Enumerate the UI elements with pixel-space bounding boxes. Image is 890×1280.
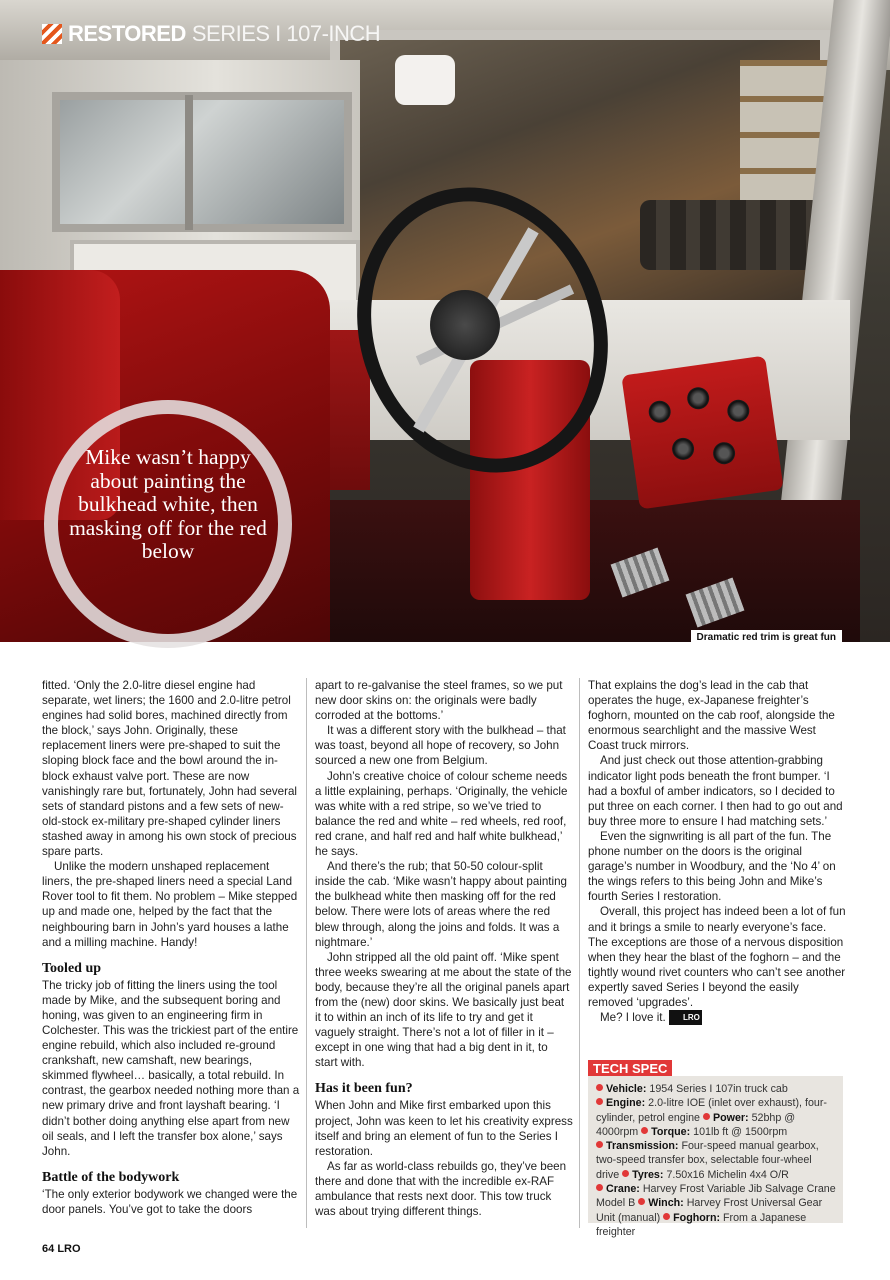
spec-value: Four-speed manual gearbox, two-speed transfer box, selectable four-wheel drive bbox=[596, 1140, 819, 1181]
spec-value: Harvey Frost Universal Gear Unit (manual) bbox=[596, 1197, 823, 1224]
paragraph: When John and Mike first embarked upon this project, John was keen to let his creativity express itself and bring an element of fun to the Series I restoration. bbox=[315, 1099, 573, 1158]
paragraph: ‘The only exterior bodywork we changed were the door panels. You’ve got to take the doors bbox=[42, 1187, 298, 1216]
fuzzy-dice bbox=[395, 55, 455, 105]
spec-value: 7.50x16 Michelin 4x4 O/R bbox=[666, 1168, 789, 1181]
magazine-logo: LRO bbox=[57, 1243, 81, 1255]
paragraph: That explains the dog’s lead in the cab that operates the huge, ex-Japanese freighter’s foghorn, mounted on the cab roof, alongside the enormous searchlight and the massive West Coast truck mirrors. bbox=[588, 679, 835, 753]
column-1 bbox=[42, 678, 300, 1217]
paragraph bbox=[588, 1010, 846, 1025]
window-frame-bar bbox=[185, 95, 193, 230]
section-topic: SERIES I 107-INCH bbox=[191, 21, 381, 46]
spec-value: Harvey Frost Variable Jib Salvage Crane Model B bbox=[596, 1183, 836, 1210]
column-3 bbox=[588, 678, 846, 1025]
subheading: Battle of the bodywork bbox=[42, 1169, 180, 1185]
column-2 bbox=[315, 678, 573, 1219]
spec-value: From a Japanese freighter bbox=[596, 1211, 807, 1238]
instrument-panel bbox=[621, 356, 783, 510]
paragraph: It was a different story with the bulkhead – that was toast, beyond all hope of recovery, so John sourced a new one from Belgium. bbox=[315, 724, 566, 768]
bullet-icon bbox=[703, 1113, 710, 1120]
paragraph: And just check out those attention-grabbing indicator light pods beneath the front bumper. ‘I had a boxful of amber indicators, so I decided to put three on each corner. I then had to go out and buy three more to ensure I had matching sets.’ bbox=[588, 754, 843, 828]
stripe-logo-icon bbox=[42, 24, 62, 44]
spec-value: 1954 Series I 107in truck cab bbox=[649, 1083, 788, 1095]
section-header bbox=[42, 22, 380, 46]
paragraph: apart to re-galvanise the steel frames, so we put new door skins on: the originals were badly corroded at the bottoms.’ bbox=[315, 679, 563, 723]
bullet-icon bbox=[596, 1184, 603, 1191]
spec-label: Engine: bbox=[606, 1097, 646, 1110]
pull-quote: Mike wasn’t happy about painting the bulkhead white, then masking off for the red below bbox=[69, 445, 267, 563]
bullet-icon bbox=[638, 1198, 645, 1205]
page-folio bbox=[42, 1243, 81, 1255]
switch-knob bbox=[726, 398, 751, 423]
paragraph: fitted. ‘Only the 2.0-litre diesel engine had separate, wet liners; the 1600 and 2.0-litre petrol engines had solid bores, machined directly from the block,’ says John. Originally, these replacement liners were pre-shaped to suit the sloping block face and the bowl around the in-block exhaust valve port. These are now vanishingly rare but, fortunately, John had several sets of standard pistons and a few sets of new-old-stock ex-military pre-shaped cylinder liners stashed away in among his own stock of precious spare parts. bbox=[42, 679, 297, 859]
spec-value: 101lb ft @ 1500rpm bbox=[693, 1125, 788, 1138]
photo-caption: Dramatic red trim is great fun bbox=[691, 630, 842, 645]
spec-label: Transmission: bbox=[606, 1140, 679, 1153]
switch-knob bbox=[671, 436, 696, 461]
switch-knob bbox=[647, 399, 672, 424]
paragraph: And there’s the rub; that 50-50 colour-split inside the cab. ‘Mike wasn’t happy about painting the bulkhead white then masking off for the red below. There were lots of areas where the red blew through, along the joins and folds. It was a nightmare.’ bbox=[315, 860, 567, 949]
subheading: Has it been fun? bbox=[315, 1081, 413, 1097]
spec-value: 2.0-litre IOE (inlet over exhaust), four-cylinder, petrol engine bbox=[596, 1097, 827, 1124]
page-number: 64 bbox=[42, 1243, 55, 1255]
paragraph: Unlike the modern unshaped replacement liners, the pre-shaped liners need a special Land Rover tool to fit them. No problem – Mike stepped up and made one, helped by the fact that the neighbouring barn in John’s yard houses a lathe and a milling machine. Handy! bbox=[42, 860, 298, 949]
bullet-icon bbox=[596, 1098, 603, 1105]
bullet-icon bbox=[596, 1141, 603, 1148]
bullet-icon bbox=[596, 1084, 603, 1091]
switch-knob bbox=[686, 386, 711, 411]
wheel-hub bbox=[430, 290, 500, 360]
paragraph: As far as world-class rebuilds go, they’ve been there and done that with the incredible ex-RAF ambulance that rests next door. This tow truck was about trying different things. bbox=[315, 1159, 567, 1219]
spec-label: Tyres: bbox=[632, 1168, 664, 1181]
paragraph: The tricky job of fitting the liners using the tool made by Mike, and the subsequent boring and honing, was given to an engineering firm in Colchester. This was the trickiest part of the entire engine rebuild, which also included re-ground crankshaft, new camshaft, new bearings, skimmed flywheel… basically, a total rebuild. In contrast, the gearbox needed nothing more than a new primary drive and front layshaft bearing. ‘I didn’t bother doing anything else apart from new oil seals, and I left the transfer box alone,’ says John. bbox=[42, 978, 300, 1158]
spec-label: Torque: bbox=[651, 1125, 691, 1138]
bullet-icon bbox=[663, 1213, 670, 1220]
subheading: Tooled up bbox=[42, 960, 102, 976]
end-mark: LRO bbox=[669, 1010, 702, 1025]
tech-spec-title: TECH SPEC bbox=[588, 1060, 672, 1077]
switch-knob bbox=[712, 441, 737, 466]
bullet-icon bbox=[622, 1170, 629, 1177]
column-divider bbox=[579, 678, 580, 1228]
paragraph: John’s creative choice of colour scheme needs a little explaining, perhaps. ‘Originally, the vehicle was white with a red stripe, so we’ve tried to balance the red and white – red wheels, red roof, red crane, and half red and half white bulkhead,’ he says. bbox=[315, 769, 568, 859]
spec-label: Foghorn: bbox=[673, 1211, 721, 1224]
spec-label: Crane: bbox=[606, 1183, 640, 1196]
spec-item bbox=[622, 1169, 789, 1181]
spec-label: Winch: bbox=[648, 1197, 684, 1210]
paragraph: Overall, this project has indeed been a lot of fun and it brings a smile to nearly everyone’s face. The exceptions are those of a nervous disposition when they hear the blast of the foghorn – and the tightly wound rivet counters who can’t see another expertly saved Series I beyond the easily removed ‘upgrades’. bbox=[588, 905, 846, 1009]
tech-spec-box bbox=[588, 1076, 843, 1238]
paragraph: John stripped all the old paint off. ‘Mike spent three weeks swearing at me about the state of the body, because they’re all the original panels apart from the (new) door skins. We basically just beat it to within an inch of its life to try and get it vaguely straight. There’s not a lot of filler in it – except in one wing that had a big dent in it, to start with. bbox=[315, 950, 572, 1070]
spec-item bbox=[596, 1083, 788, 1095]
section-name: RESTORED bbox=[68, 21, 186, 46]
spec-item bbox=[641, 1126, 787, 1138]
side-window bbox=[52, 92, 352, 232]
spec-label: Vehicle: bbox=[606, 1083, 647, 1095]
column-divider bbox=[306, 678, 307, 1228]
closing-line: Me? I love it. bbox=[600, 1011, 666, 1025]
spec-label: Power: bbox=[712, 1111, 749, 1124]
spec-value: 52bhp @ 4000rpm bbox=[596, 1111, 796, 1138]
paragraph: Even the signwriting is all part of the fun. The phone number on the doors is the original garage’s number in Woodbury, and the ‘No 4’ on the wings refers to this being John and Mike’s fourth Series I restoration. bbox=[588, 829, 836, 904]
bullet-icon bbox=[641, 1127, 648, 1134]
